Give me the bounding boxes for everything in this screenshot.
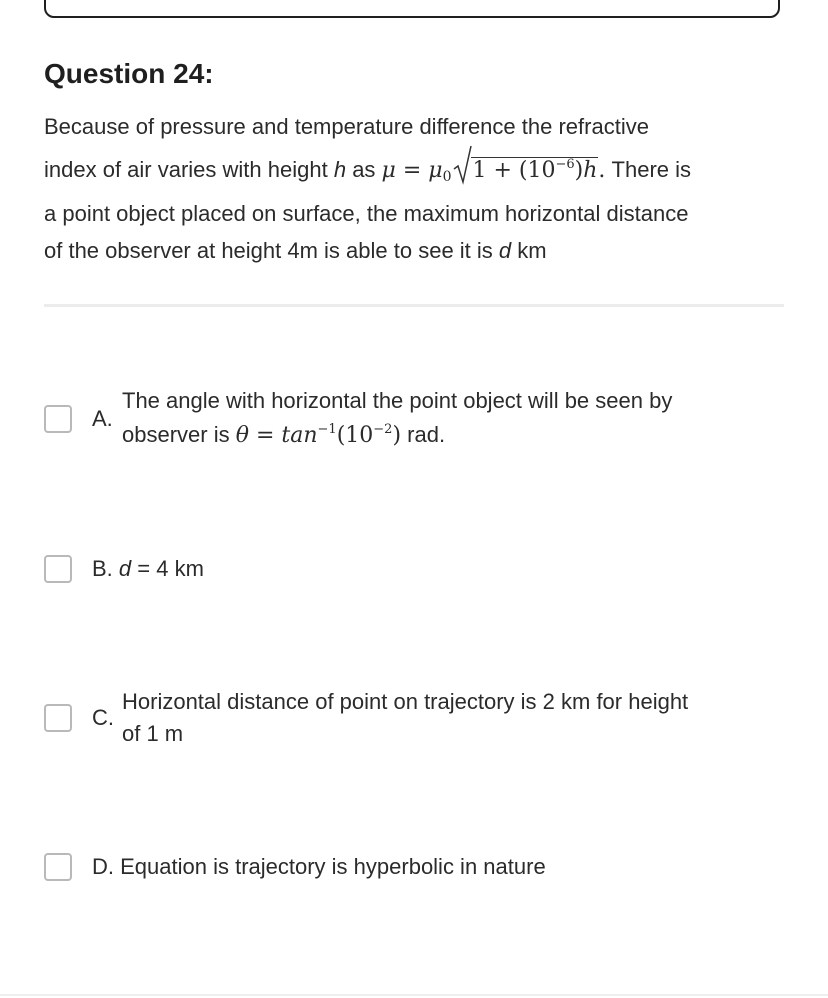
option-a-letter: A. — [92, 405, 113, 431]
option-c-text — [122, 686, 688, 750]
option-b-letter: B. — [92, 556, 113, 581]
formula-paren: ) — [574, 158, 584, 183]
formula-lhs: μ = μ — [381, 158, 443, 183]
formula-exponent: −6 — [555, 157, 575, 172]
option-b-text-segment: = 4 km — [131, 556, 204, 581]
option-a-checkbox[interactable] — [44, 405, 72, 433]
option-d-checkbox[interactable] — [44, 853, 72, 881]
angle-formula — [236, 423, 401, 448]
question-line-3: a point object placed on surface, the maximum horizontal distance — [44, 201, 689, 226]
option-b-checkbox[interactable] — [44, 555, 72, 583]
refractive-index-formula — [382, 158, 606, 183]
formula-subscript: 0 — [442, 169, 452, 185]
option-a-text-segment: observer is — [122, 422, 236, 447]
formula-exponent: −1 — [317, 422, 337, 437]
option-d-letter: D. — [92, 854, 114, 879]
question-text — [44, 108, 789, 269]
option-d[interactable] — [44, 853, 546, 881]
option-c-line-1: Horizontal distance of point on trajectory is 2 km for height — [122, 689, 689, 714]
question-line-4 — [44, 232, 789, 269]
question-text-segment: There is — [605, 157, 692, 182]
formula-paren: ) — [392, 423, 402, 448]
question-text-segment: of the observer at height 4m is able to see it is — [44, 238, 499, 263]
formula-h: h — [583, 158, 598, 183]
sqrt-symbol — [453, 146, 598, 196]
option-c[interactable] — [44, 686, 688, 750]
formula-base: (10 — [336, 423, 374, 448]
variable-d: d — [118, 556, 132, 581]
option-a-line-1: The angle with horizontal the point object will be seen by — [122, 388, 673, 413]
previous-question-card — [44, 0, 780, 18]
option-c-checkbox[interactable] — [44, 704, 72, 732]
option-c-letter: C. — [92, 705, 114, 730]
option-d-text — [92, 854, 546, 880]
formula-dot: . — [598, 158, 606, 183]
option-d-text-segment: Equation is trajectory is hyperbolic in nature — [120, 854, 546, 879]
variable-d: d — [498, 238, 512, 263]
bottom-divider — [0, 994, 828, 996]
formula-exponent: −2 — [373, 422, 393, 437]
option-c-line-2: of 1 m — [122, 721, 184, 746]
formula-theta: θ = tan — [235, 423, 318, 448]
question-line-2 — [44, 145, 789, 195]
question-text-segment: km — [511, 238, 547, 263]
question-title: Question 24: — [44, 58, 214, 89]
option-a-text — [122, 384, 672, 453]
option-a-line-2 — [122, 418, 672, 453]
option-b[interactable] — [44, 555, 204, 583]
question-line-1: Because of pressure and temperature difference the refractive — [44, 114, 649, 139]
formula-radicand: 1 + (10 — [472, 158, 556, 183]
option-a[interactable] — [44, 384, 672, 453]
divider — [44, 304, 784, 307]
variable-h: h — [333, 157, 347, 182]
question-text-segment: index of air varies with height — [44, 157, 334, 182]
option-b-text — [92, 556, 204, 582]
option-a-text-segment: rad. — [401, 422, 446, 447]
question-text-segment: as — [346, 157, 382, 182]
